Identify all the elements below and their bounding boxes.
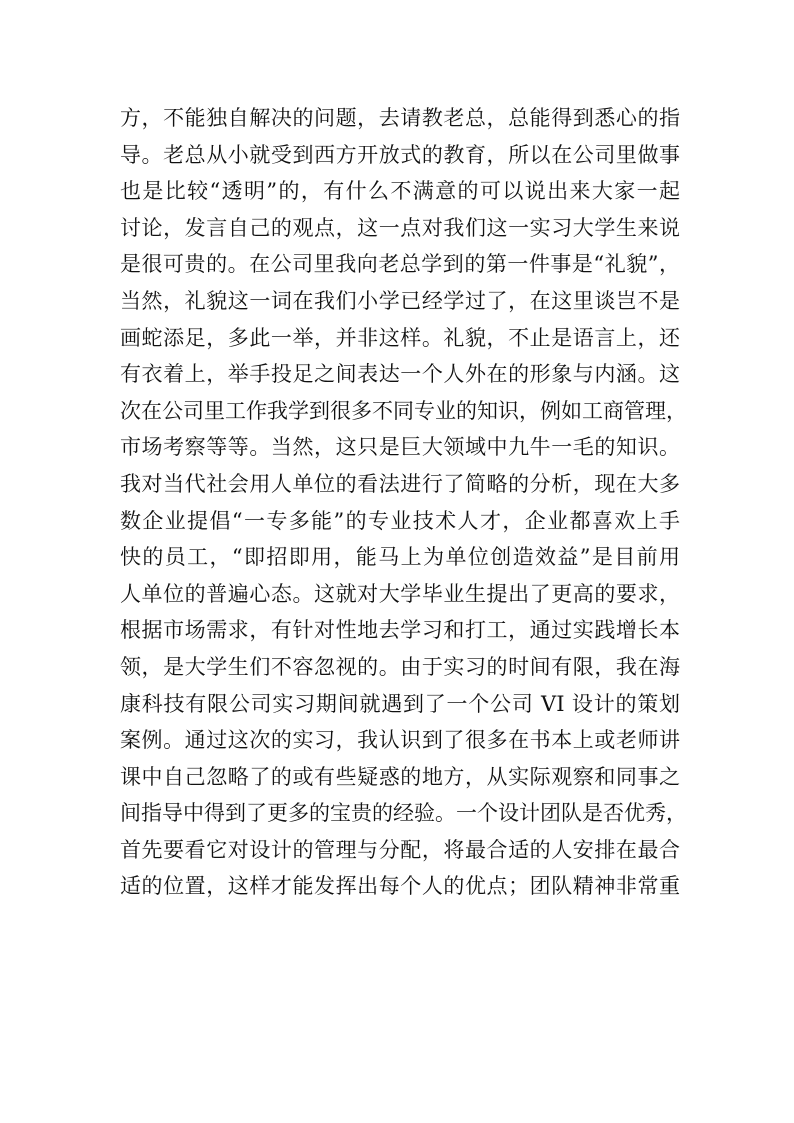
text-line-4: 讨论，发言自己的观点，这一点对我们这一实习大学生来说	[120, 215, 680, 240]
text-line-22: 适的位置，这样才能发挥出每个人的优点；团队精神非常重	[120, 874, 680, 899]
text-line-21: 首先要看它对设计的管理与分配，将最合适的人安排在最合	[120, 837, 680, 862]
text-line-15: 根据市场需求，有针对性地去学习和打工，通过实践增长本	[120, 618, 680, 643]
text-line-13: 快的员工，“即招即用，能马上为单位创造效益”是目前用	[120, 545, 680, 570]
body-text	[120, 100, 687, 905]
text-line-7: 画蛇添足，多此一举，并非这样。礼貌，不止是语言上，还	[120, 325, 680, 350]
text-line-20: 间指导中得到了更多的宝贵的经验。一个设计团队是否优秀，	[120, 801, 687, 826]
text-line-1: 方，不能独自解决的问题，去请教老总，总能得到悉心的指	[120, 106, 680, 130]
text-line-8: 有衣着上，举手投足之间表达一个人外在的形象与内涵。这	[120, 362, 680, 387]
text-line-16: 领，是大学生们不容忽视的。由于实习的时间有限，我在海	[120, 654, 680, 679]
text-line-17: 康科技有限公司实习期间就遇到了一个公司 VI 设计的策划	[120, 691, 680, 716]
text-line-19: 课中自己忽略了的或有些疑惑的地方，从实际观察和同事之	[120, 764, 680, 789]
text-line-10: 市场考察等等。当然，这只是巨大领域中九牛一毛的知识。	[120, 435, 680, 460]
text-line-11: 我对当代社会用人单位的看法进行了简略的分析，现在大多	[120, 471, 680, 496]
text-line-3: 也是比较“透明”的，有什么不满意的可以说出来大家一起	[120, 179, 680, 204]
text-line-14: 人单位的普遍心态。这就对大学毕业生提出了更高的要求，	[120, 581, 680, 606]
text-line-5: 是很可贵的。在公司里我向老总学到的第一件事是“礼貌”，	[120, 252, 680, 277]
text-line-9: 次在公司里工作我学到很多不同专业的知识，例如工商管理，	[120, 398, 687, 423]
text-line-6: 当然，礼貌这一词在我们小学已经学过了，在这里谈岂不是	[120, 288, 680, 313]
text-line-12: 数企业提倡“一专多能”的专业技术人才，企业都喜欢上手	[120, 508, 680, 533]
text-line-18: 案例。通过这次的实习，我认识到了很多在书本上或老师讲	[120, 728, 680, 753]
text-line-2: 导。老总从小就受到西方开放式的教育，所以在公司里做事	[120, 142, 680, 167]
